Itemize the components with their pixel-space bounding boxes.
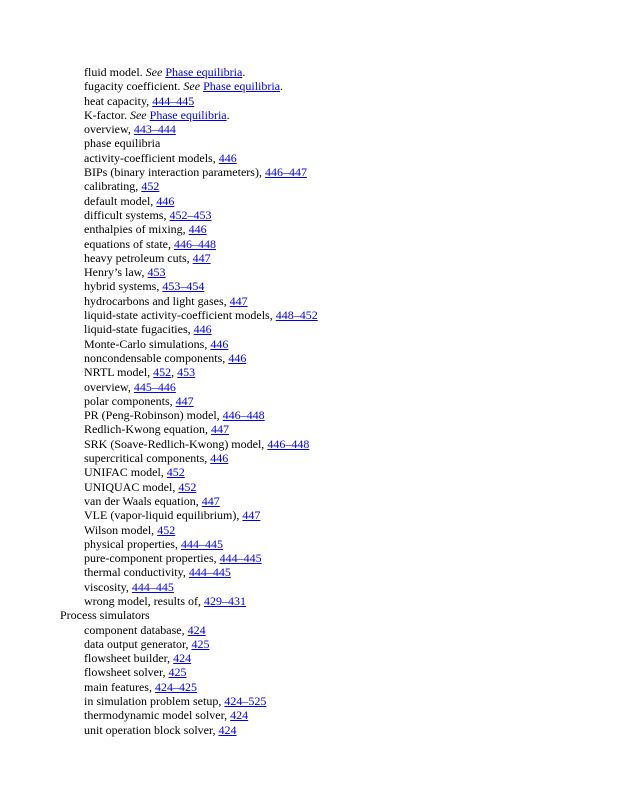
entry-text: VLE (vapor-liquid equilibrium), — [84, 508, 243, 523]
index-entry — [0, 594, 635, 608]
entry-text: flowsheet solver, — [84, 665, 169, 680]
index-entry — [0, 437, 635, 451]
entry-text: Process simulators — [60, 608, 150, 623]
entry-text: Henry’s law, — [84, 265, 148, 280]
index-entry — [0, 651, 635, 665]
entry-text: polar components, — [84, 393, 176, 408]
entry-text: Wilson model, — [84, 522, 158, 537]
page-link[interactable]: 424 — [218, 722, 237, 737]
see-label: See — [145, 65, 163, 79]
index-entry — [0, 637, 635, 651]
entry-text: liquid-state activity-coefficient models, — [84, 308, 276, 323]
index-entry — [0, 551, 635, 565]
page-link[interactable]: 446 — [210, 336, 229, 351]
index-entry — [0, 380, 635, 394]
entry-text: default model, — [84, 193, 157, 208]
entry-tail: . — [242, 65, 246, 79]
page-link[interactable]: 444–445 — [219, 551, 262, 566]
index-entry — [0, 723, 635, 737]
page-link[interactable]: 447 — [201, 493, 220, 508]
index-entry — [0, 523, 635, 537]
entry-text: thermodynamic model solver, — [84, 708, 231, 723]
page-link[interactable]: 446–448 — [222, 408, 265, 423]
entry-text: UNIQUAC model, — [84, 479, 179, 494]
entry-text: flowsheet builder, — [84, 651, 174, 666]
entry-text: enthalpies of mixing, — [84, 222, 189, 237]
page-link[interactable]: 452–453 — [169, 207, 212, 222]
page-link[interactable]: 446–448 — [267, 436, 310, 451]
page-link[interactable]: 448–452 — [275, 308, 318, 323]
page-link[interactable]: 446 — [210, 451, 229, 466]
page-link[interactable]: 424–525 — [224, 694, 267, 709]
index-entry — [0, 122, 635, 136]
page-link[interactable]: 447 — [175, 393, 194, 408]
entry-text: activity-coefficient models, — [84, 150, 219, 165]
index-entry — [0, 208, 635, 222]
page-link[interactable]: 453–454 — [162, 279, 205, 294]
index-entry — [0, 265, 635, 279]
entry-text: van der Waals equation, — [84, 493, 202, 508]
index-entry — [0, 465, 635, 479]
see-label: See — [129, 107, 147, 122]
index-entry — [0, 294, 635, 308]
page-link[interactable]: 424 — [173, 651, 192, 666]
index-entry — [0, 422, 635, 436]
page-link[interactable]: 446–447 — [264, 165, 307, 180]
page-link[interactable]: 447 — [242, 508, 261, 523]
entry-text: K-factor. — [84, 107, 130, 122]
entry-text: BIPs (binary interaction parameters), — [84, 165, 265, 180]
page-link[interactable]: 429–431 — [203, 593, 246, 608]
entry-text: physical properties, — [84, 536, 181, 551]
page-link[interactable]: 452 — [141, 179, 160, 194]
entry-text: data output generator, — [84, 636, 192, 651]
entry-text: calibrating, — [84, 179, 142, 194]
index-entry: NRTL model, 452, 453 — [84, 365, 196, 380]
page-link[interactable]: 444–445 — [152, 93, 195, 108]
page-link[interactable]: 447 — [229, 293, 248, 308]
page-link[interactable]: 446 — [156, 193, 175, 208]
page-link[interactable]: 452 — [166, 465, 185, 480]
page-link[interactable]: 446 — [188, 222, 207, 237]
entry-text: hydrocarbons and light gases, — [84, 293, 230, 308]
entry-text: wrong model, results of, — [84, 593, 204, 608]
entry-text: noncondensable components, — [84, 350, 229, 365]
page-link[interactable]: 446 — [228, 350, 247, 365]
page-link[interactable]: 424 — [187, 622, 206, 637]
index-entry — [0, 79, 635, 93]
page-link[interactable]: 443–444 — [133, 122, 176, 137]
index-entry — [0, 708, 635, 722]
index-entry — [0, 194, 635, 208]
entry-text: phase equilibria — [84, 136, 161, 151]
index-entry — [0, 623, 635, 637]
index-entry — [0, 351, 635, 365]
index-entry — [0, 394, 635, 408]
index-entry — [0, 508, 635, 522]
page-link[interactable]: 445–446 — [133, 379, 176, 394]
entry-text: viscosity, — [84, 579, 132, 594]
index-entry — [0, 165, 635, 179]
entry-text: equations of state, — [84, 236, 174, 251]
see-label: See — [183, 79, 201, 94]
index-entry — [0, 222, 635, 236]
entry-text: unit operation block solver, — [84, 722, 219, 737]
index-entry — [0, 337, 635, 351]
page-link[interactable]: 452 — [157, 522, 176, 537]
page-link[interactable]: 452 — [178, 479, 197, 494]
see-link[interactable]: Phase equilibria — [165, 65, 243, 79]
entry-text: liquid-state fugacities, — [84, 322, 194, 337]
index-entry — [0, 665, 635, 679]
index-entry — [0, 322, 635, 336]
page-link[interactable]: 453 — [177, 365, 196, 380]
entry-text: hybrid systems, — [84, 279, 163, 294]
entry-text: UNIFAC model, — [84, 465, 167, 480]
page-link[interactable]: 444–445 — [180, 536, 223, 551]
entry-text: pure-component properties, — [84, 551, 220, 566]
index-entry — [0, 580, 635, 594]
index-entry — [0, 565, 635, 579]
page-link[interactable]: 424–425 — [154, 679, 197, 694]
index-entry — [0, 480, 635, 494]
entry-text: fugacity coefficient. — [84, 79, 184, 94]
page-link[interactable]: 453 — [147, 265, 166, 280]
page-link[interactable]: 452 — [153, 365, 172, 380]
index-entry — [0, 308, 635, 322]
entry-text: thermal conductivity, — [84, 565, 189, 580]
entry-text: difficult systems, — [84, 207, 170, 222]
index-entry — [0, 108, 635, 122]
page-link[interactable]: 446 — [218, 150, 237, 165]
entry-text: heat capacity, — [84, 93, 153, 108]
entry-text: Redlich-Kwong equation, — [84, 422, 211, 437]
entry-text: NRTL model, — [84, 365, 154, 380]
entry-text: heavy petroleum cuts, — [84, 250, 193, 265]
index-entry — [0, 451, 635, 465]
index-entry — [0, 680, 635, 694]
page-link[interactable]: 446 — [193, 322, 212, 337]
entry-text: overview, — [84, 379, 134, 394]
page-link[interactable]: 425 — [191, 636, 210, 651]
entry-text: fluid model. — [84, 65, 146, 79]
index-entry — [0, 179, 635, 193]
entry-text: overview, — [84, 122, 134, 137]
index-entry — [0, 251, 635, 265]
see-link[interactable]: Phase equilibria — [149, 107, 227, 122]
index-list — [0, 65, 635, 737]
page-link[interactable]: 444–445 — [188, 565, 231, 580]
index-entry — [0, 151, 635, 165]
entry-text: main features, — [84, 679, 155, 694]
entry-text: supercritical components, — [84, 451, 211, 466]
page-link[interactable]: 447 — [210, 422, 229, 437]
index-entry — [0, 279, 635, 293]
index-entry — [0, 408, 635, 422]
index-entry — [0, 65, 635, 79]
page-link[interactable]: 447 — [192, 250, 211, 265]
index-entry — [0, 237, 635, 251]
page-link[interactable]: 425 — [168, 665, 187, 680]
index-entry — [0, 494, 635, 508]
index-entry — [0, 537, 635, 551]
entry-text: component database, — [84, 622, 188, 637]
index-heading — [0, 608, 635, 622]
index-entry — [0, 694, 635, 708]
page-link[interactable]: 444–445 — [131, 579, 174, 594]
entry-text: in simulation problem setup, — [84, 694, 225, 709]
entry-tail: . — [280, 79, 284, 94]
index-entry — [0, 136, 635, 150]
index-entry — [0, 94, 635, 108]
entry-text: Monte-Carlo simulations, — [84, 336, 211, 351]
entry-text: SRK (Soave-Redlich-Kwong) model, — [84, 436, 268, 451]
see-link[interactable]: Phase equilibria — [203, 79, 281, 94]
entry-tail: . — [226, 107, 230, 122]
page-link[interactable]: 446–448 — [173, 236, 216, 251]
page-link[interactable]: 424 — [230, 708, 249, 723]
entry-text: PR (Peng-Robinson) model, — [84, 408, 223, 423]
